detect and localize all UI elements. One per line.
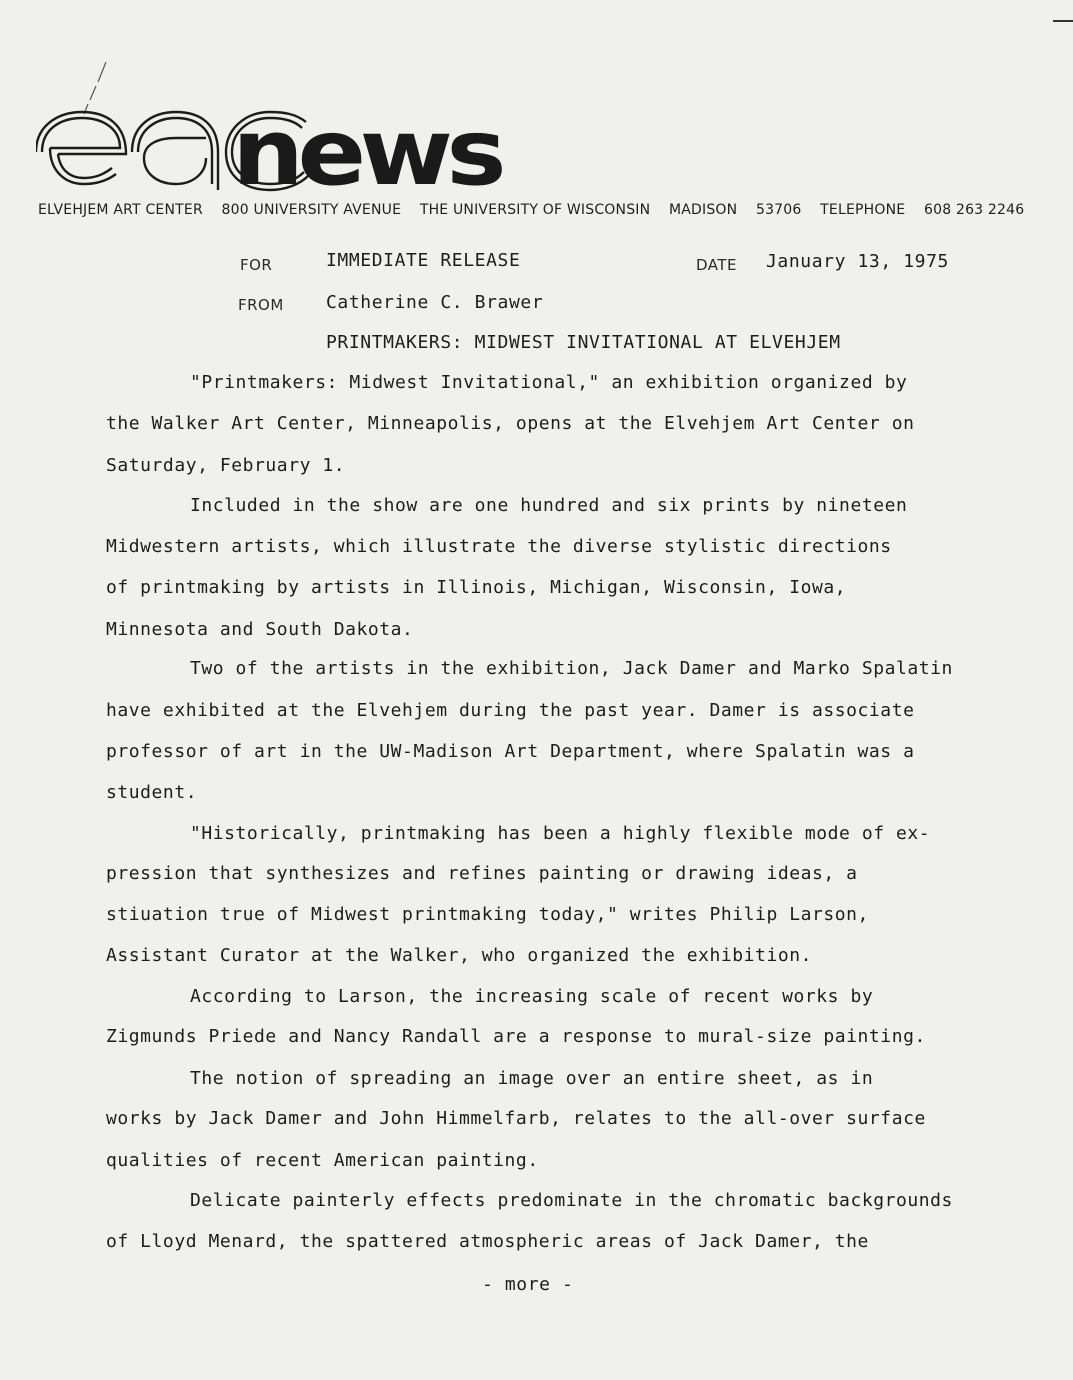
body-line: student. [106, 782, 198, 803]
body-line: "Printmakers: Midwest Invitational," an exhibition organized by [190, 372, 908, 393]
body-line: Saturday, February 1. [106, 455, 346, 476]
letterhead-address-line [38, 202, 1048, 218]
from-author: Catherine C. Brawer [326, 292, 544, 313]
svg-text:news: news [232, 108, 503, 196]
body-line: have exhibited at the Elvehjem during the past year. Damer is associate [106, 700, 915, 721]
org-name: ELVEHJEM ART CENTER [38, 202, 203, 218]
zip-code: 53706 [755, 202, 802, 218]
body-line: stiuation true of Midwest printmaking today," writes Philip Larson, [106, 904, 869, 925]
body-line: the Walker Art Center, Minneapolis, opens at the Elvehjem Art Center on [106, 413, 915, 434]
body-line: Two of the artists in the exhibition, Jack Damer and Marko Spalatin [190, 658, 953, 679]
release-date: January 13, 1975 [766, 251, 949, 272]
body-line: of printmaking by artists in Illinois, Michigan, Wisconsin, Iowa, [106, 577, 847, 598]
from-label: FROM [238, 296, 284, 314]
release-type: IMMEDIATE RELEASE [326, 250, 521, 271]
body-line: "Historically, printmaking has been a highly flexible mode of ex- [190, 823, 931, 844]
body-line: Assistant Curator at the Walker, who organized the exhibition. [106, 945, 812, 966]
body-line: of Lloyd Menard, the spattered atmospheric areas of Jack Damer, the [106, 1231, 869, 1252]
body-line: works by Jack Damer and John Himmelfarb, relates to the all-over surface [106, 1108, 926, 1129]
city: MADISON [668, 202, 738, 218]
for-label: FOR [240, 256, 273, 274]
body-line: Delicate painterly effects predominate in the chromatic backgrounds [190, 1190, 953, 1211]
body-line: The notion of spreading an image over an entire sheet, as in [190, 1068, 874, 1089]
body-line: Minnesota and South Dakota. [106, 619, 414, 640]
body-line: qualities of recent American painting. [106, 1150, 539, 1171]
date-label: DATE [696, 256, 738, 274]
street-address: 800 UNIVERSITY AVENUE [221, 202, 402, 218]
body-line: According to Larson, the increasing scale of recent works by [190, 986, 874, 1007]
corner-mark [1053, 20, 1073, 22]
body-line: Midwestern artists, which illustrate the diverse stylistic directions [106, 536, 892, 557]
body-line: pression that synthesizes and refines painting or drawing ideas, a [106, 863, 858, 884]
telephone-number: 608 263 2246 [923, 202, 1025, 218]
body-line: professor of art in the UW-Madison Art Department, where Spalatin was a [106, 741, 915, 762]
body-line: Included in the show are one hundred and six prints by nineteen [190, 495, 908, 516]
eac-news-logo [36, 108, 506, 196]
university-name: THE UNIVERSITY OF WISCONSIN [419, 202, 651, 218]
body-line: Zigmunds Priede and Nancy Randall are a response to mural-size painting. [106, 1026, 926, 1047]
more-indicator: - more - [482, 1274, 574, 1295]
headline: PRINTMAKERS: MIDWEST INVITATIONAL AT ELVEHJEM [326, 332, 841, 353]
telephone-label: TELEPHONE [820, 202, 906, 218]
